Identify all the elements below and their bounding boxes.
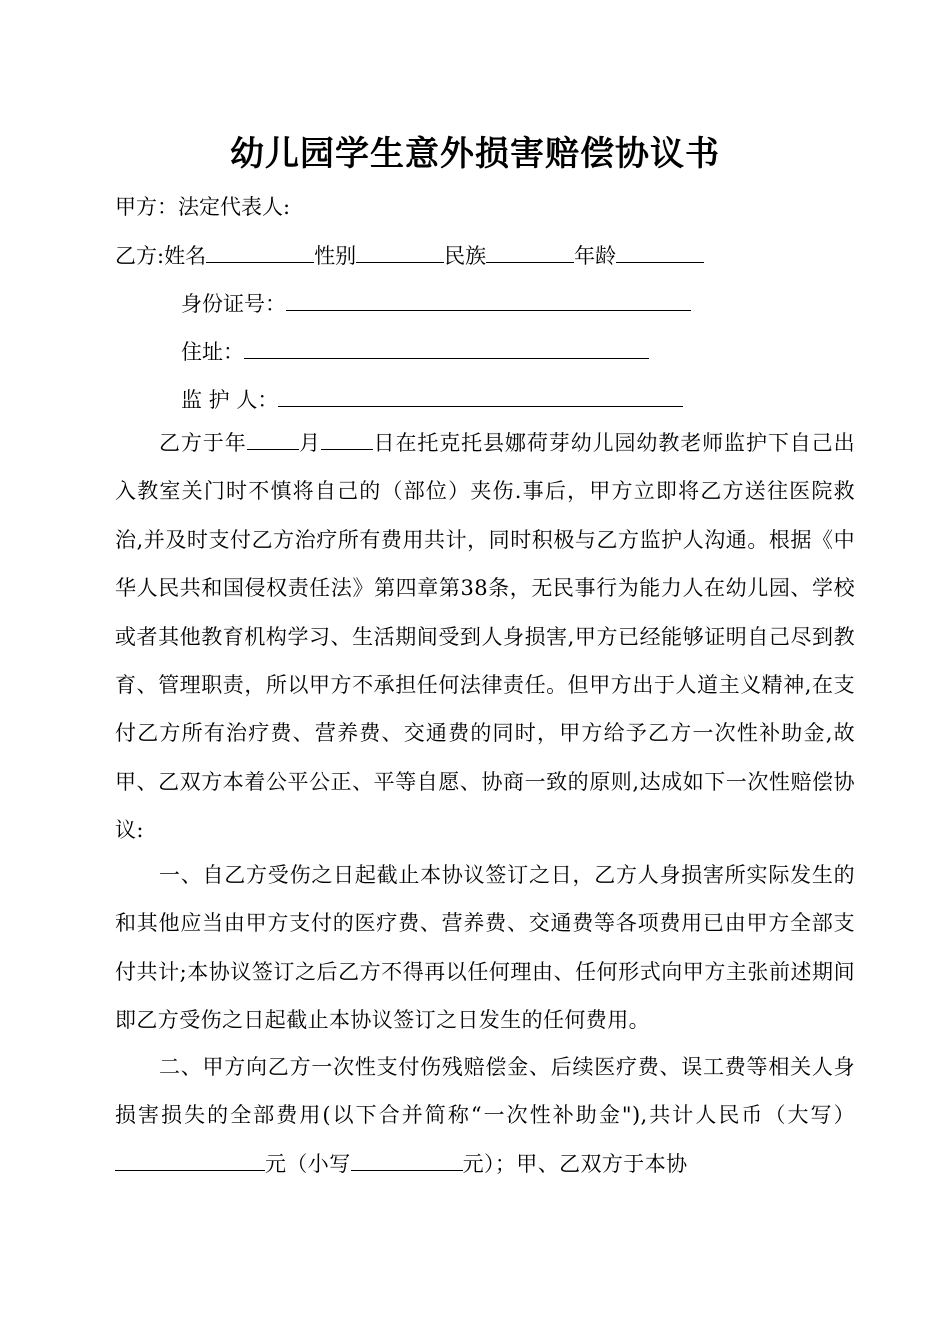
month-label: 月 — [298, 431, 322, 455]
clause-2-text-mid: 元（小写 — [265, 1151, 351, 1176]
intro-text-body: 日在托克托县娜荷芽幼儿园幼教老师监护下自己出入教室关门时不慎将自己的（部位）夹伤.事后，甲方立即将乙方送往医院救治,并及时支付乙方治疗所有费用共计，同时积极与乙方监护人沟通。根据《中华人民共和国侵权责任法》第四章第38条，无民事行为能力人在幼儿园、学校或者其他教育机构学习、生活期间受到人身损害,甲方已经能够证明自己尽到教育、管理职责，所以甲方不承担任何法律责任。但甲方出于人道主义精神,在支付乙方所有治疗费、营养费、交通费的同时，甲方给予乙方一次性补助金,故甲、乙双方本着公平公正、平等自愿、协商一致的原则,达成如下一次性赔偿协议: — [115, 431, 855, 843]
guardian-line — [181, 384, 683, 415]
amount-lowercase-blank — [351, 1150, 463, 1171]
address-line — [181, 336, 649, 367]
clause-1-text: 一、自乙方受伤之日起截止本协议签订之日，乙方人身损害所实际发生的和其他应当由甲方支付的医疗费、营养费、交通费等各项费用已由甲方全部支付共计;本协议签订之后乙方不得再以任何理由、任何形式向甲方主张前述期间即乙方受伤之日起截止本协议签订之日发生的任何费用。 — [115, 863, 855, 1033]
gender-blank — [356, 240, 444, 263]
guardian-label: 监 护 人： — [181, 388, 279, 412]
day-blank — [321, 429, 373, 450]
gender-label: 性别 — [314, 244, 357, 268]
guardian-blank — [278, 384, 683, 407]
party-b-line — [115, 240, 704, 271]
ethnicity-blank — [486, 240, 574, 263]
clause-2-paragraph — [115, 1043, 855, 1188]
clause-2-text-end: 元）；甲、乙双方于本协 — [462, 1151, 688, 1176]
address-blank — [244, 336, 649, 359]
name-blank — [206, 240, 314, 263]
intro-text-start: 乙方于年 — [159, 431, 247, 455]
clause-1-paragraph — [115, 851, 855, 1045]
id-number-blank — [286, 288, 691, 311]
clause-2-text-start: 二、甲方向乙方一次性支付伤残赔偿金、后续医疗费、误工费等相关人身损害损失的全部费用(以下合并简称“一次性补助金"),共计人民币（大写） — [115, 1055, 855, 1128]
age-label: 年龄 — [574, 244, 617, 268]
party-b-label: 乙方: — [115, 244, 165, 268]
amount-uppercase-blank — [115, 1150, 265, 1171]
id-number-label: 身份证号： — [181, 292, 286, 316]
party-a-label: 甲方：法定代表人: — [115, 195, 291, 219]
intro-paragraph — [115, 419, 855, 855]
month-blank — [247, 429, 299, 450]
party-a-line — [115, 192, 290, 222]
name-label: 姓名 — [164, 244, 207, 268]
address-label: 住址： — [181, 340, 244, 364]
id-number-line — [181, 288, 691, 319]
document-title: 幼儿园学生意外损害赔偿协议书 — [230, 134, 720, 174]
age-blank — [616, 240, 704, 263]
ethnicity-label: 民族 — [444, 244, 487, 268]
